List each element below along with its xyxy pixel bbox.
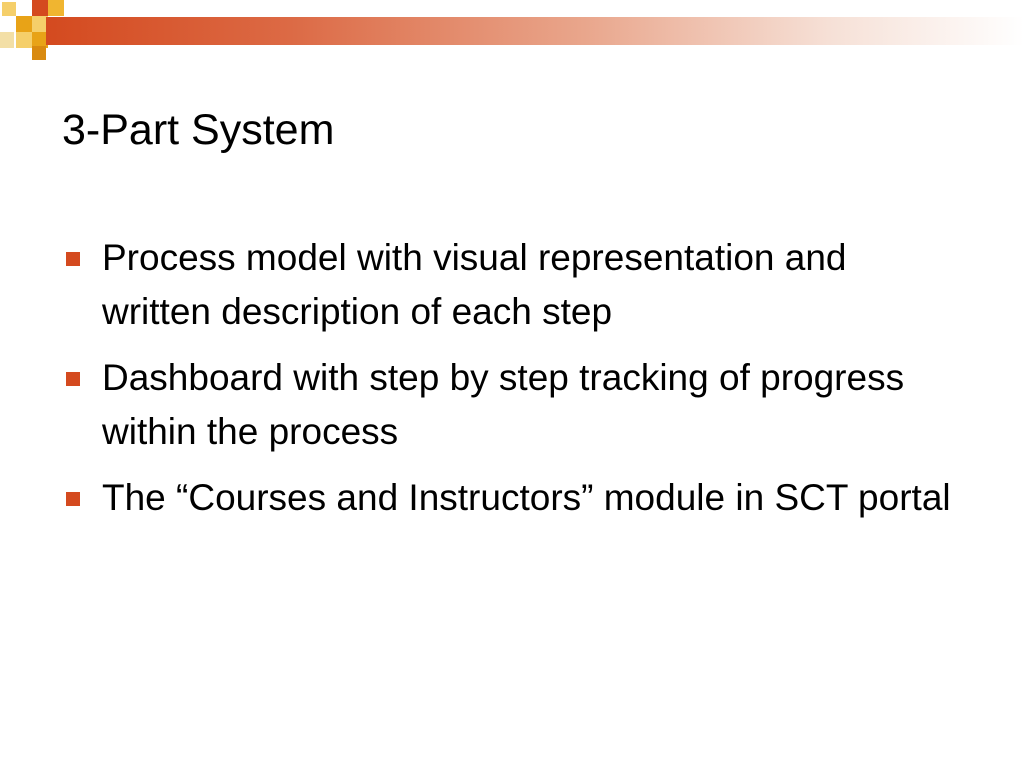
decor-square bbox=[32, 0, 48, 16]
square-bullet-icon bbox=[66, 492, 80, 506]
decor-square bbox=[16, 16, 32, 32]
header-gradient-bar bbox=[46, 17, 1024, 45]
decor-square bbox=[16, 32, 32, 48]
decor-square bbox=[0, 32, 14, 48]
slide-title: 3-Part System bbox=[62, 106, 335, 154]
bullet-item bbox=[66, 471, 956, 525]
bullet-text: The “Courses and Instructors” module in SCT portal bbox=[102, 477, 951, 518]
bullet-item bbox=[66, 231, 956, 339]
square-bullet-icon bbox=[66, 372, 80, 386]
bullet-text: Process model with visual representation and written description of each step bbox=[102, 237, 847, 332]
bullet-item bbox=[66, 351, 956, 459]
decor-square bbox=[32, 46, 46, 60]
bullet-text: Dashboard with step by step tracking of progress within the process bbox=[102, 357, 905, 452]
square-bullet-icon bbox=[66, 252, 80, 266]
bullet-list bbox=[66, 231, 956, 537]
decor-square bbox=[48, 0, 64, 16]
decor-square bbox=[2, 2, 16, 16]
